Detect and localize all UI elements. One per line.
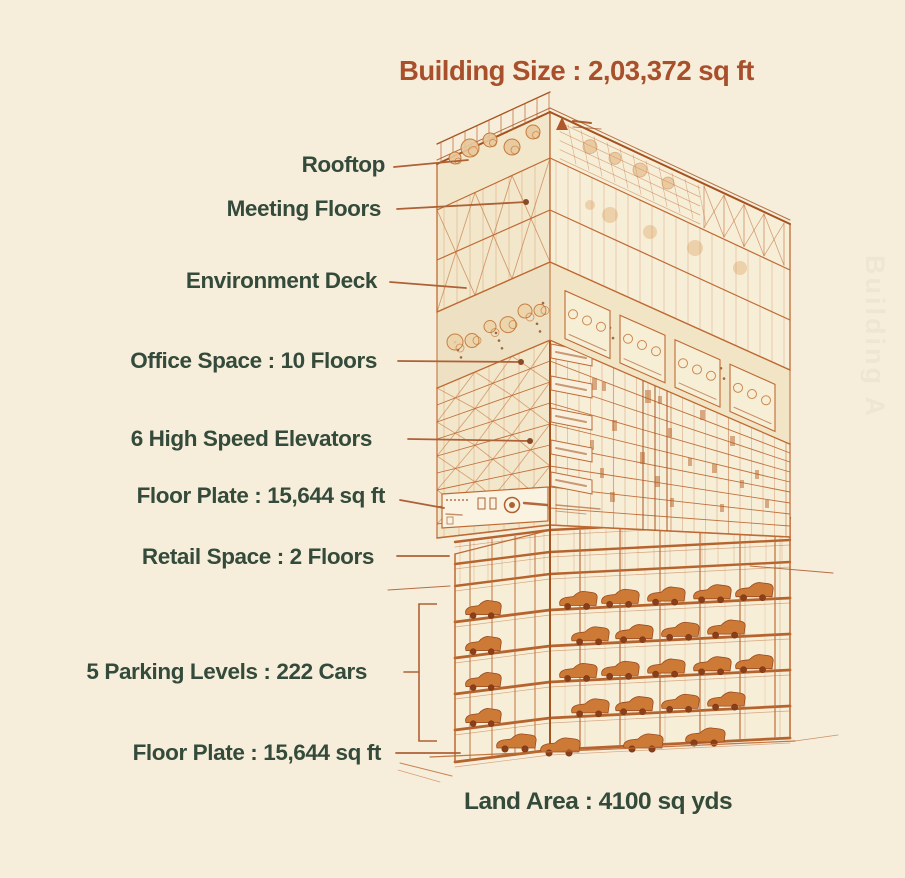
callout-environment-deck: Environment Deck [185, 268, 377, 293]
callout-floor-plate-office: Floor Plate : 15,644 sq ft [136, 483, 385, 508]
callout-elevators: 6 High Speed Elevators [130, 426, 372, 451]
watermark-text: Building A [860, 255, 890, 419]
callout-rooftop: Rooftop [301, 152, 385, 177]
callout-parking-levels: 5 Parking Levels : 222 Cars [86, 659, 367, 684]
parking-podium-sketch [455, 518, 790, 767]
land-area-label: Land Area : 4100 sq yds [464, 788, 733, 815]
callout-floor-plate-parking: Floor Plate : 15,644 sq ft [132, 740, 381, 765]
callout-retail-space: Retail Space : 2 Floors [141, 544, 374, 569]
callout-office-space: Office Space : 10 Floors [130, 348, 377, 373]
building-size-title: Building Size : 2,03,372 sq ft [399, 55, 754, 86]
callout-meeting-floors: Meeting Floors [226, 196, 381, 221]
